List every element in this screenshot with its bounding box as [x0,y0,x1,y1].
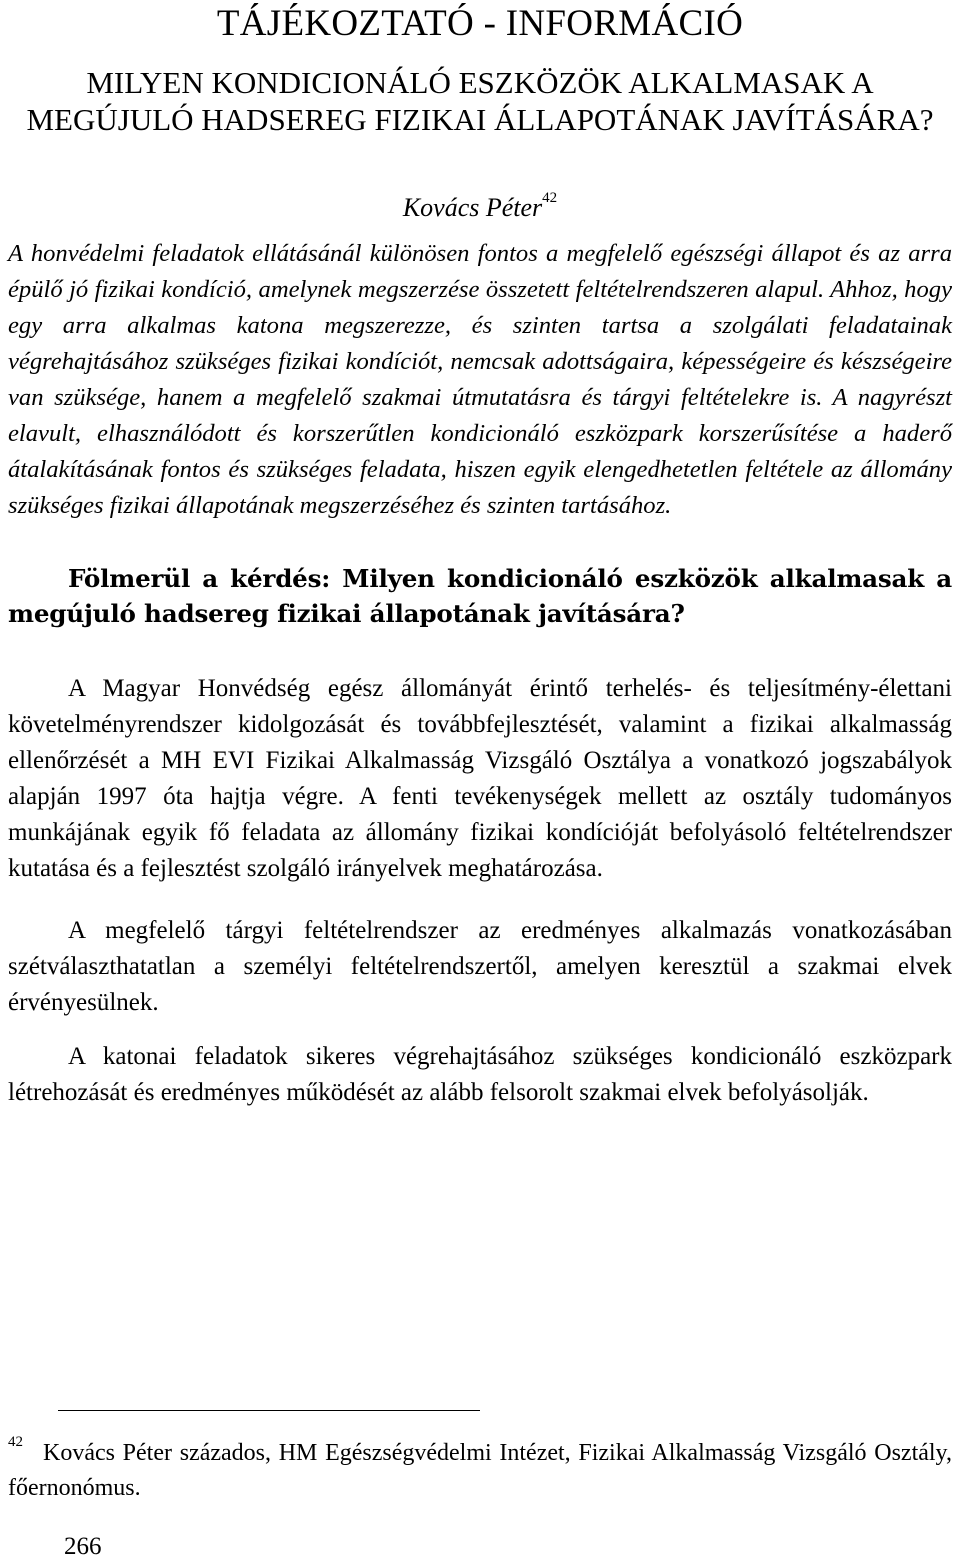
body-paragraph-3: A katonai feladatok sikeres végrehajtásához szükséges kondicionáló eszközpark létrehozását és eredményes működését az alább felsorolt szakmai elvek befolyásolják. [8,1043,952,1106]
footnote [8,1436,952,1506]
footnote-text: Kovács Péter százados, HM Egészségvédelmi Intézet, Fizikai Alkalmasság Vizsgáló Osztály, főernonómus. [8,1440,952,1501]
footnote-separator [58,1410,480,1411]
author-footnote-mark: 42 [542,190,558,206]
author-line [8,192,952,224]
section-kicker: TÁJÉKOZTATÓ - INFORMÁCIÓ [216,3,744,44]
footnote-mark: 42 [8,1434,23,1450]
page-number: 266 [64,1533,102,1560]
article-title: MILYEN KONDICIONÁLÓ ESZKÖZÖK ALKALMASAK A MEGÚJULÓ HADSEREG FIZIKAI ÁLLAPOTÁNAK JAVÍTÁSÁRA? [26,65,934,137]
body-paragraph-2: A megfelelő tárgyi feltételrendszer az eredményes alkalmazás vonatkozásában szétválaszthatatlan a személyi feltételrendszertől, amelyen keresztül a szakmai elvek érvényesülnek. [8,917,952,1016]
author-name: Kovács Péter [402,193,543,222]
document-page [8,0,952,1111]
research-question: Fölmerül a kérdés: Milyen kondicionáló eszközök alkalmasak a megújuló hadsereg fizikai állapotának javítására? [8,564,952,628]
body-paragraph-1: A Magyar Honvédség egész állományát érintő terhelés- és teljesítmény-élettani követelményrendszer kidolgozását és továbbfejlesztését, valamint a fizikai alkalmasság ellenőrzését a MH EVI Fizikai Alkalmasság Vizsgáló Osztálya a vonatkozó jogszabályok alapján 1997 óta hajtja végre. A fenti tevékenységek mellett az osztály tudományos munkájának egyik fő feladata az állomány fizikai kondícióját befolyásoló feltételrendszer kutatása és a fejlesztést szolgáló irányelvek meghatározása. [8,675,952,882]
abstract-paragraph: A honvédelmi feladatok ellátásánál különösen fontos a megfelelő egészségi állapot és az arra épülő jó fizikai kondíció, amelynek megszerzése összetett feltételrendszeren alapul. Ahhoz, hogy egy arra alkalmas katona megszerezze, és szinten tartsa a szolgálati feladatainak végrehajtásához szükséges fizikai kondíciót, nemcsak adottságaira, képességeire és készségeire van szüksége, hanem a megfelelő szakmai útmutatásra és tárgyi feltételekre is. A nagyrészt elavult, elhasználódott és korszerűtlen kondicionáló eszközpark korszerűsítése a haderő átalakításának fontos és szükséges feladata, hiszen egyik elengedhetetlen feltétele az állomány szükséges fizikai állapotának megszerzéséhez és szinten tartásához. [8,240,952,519]
